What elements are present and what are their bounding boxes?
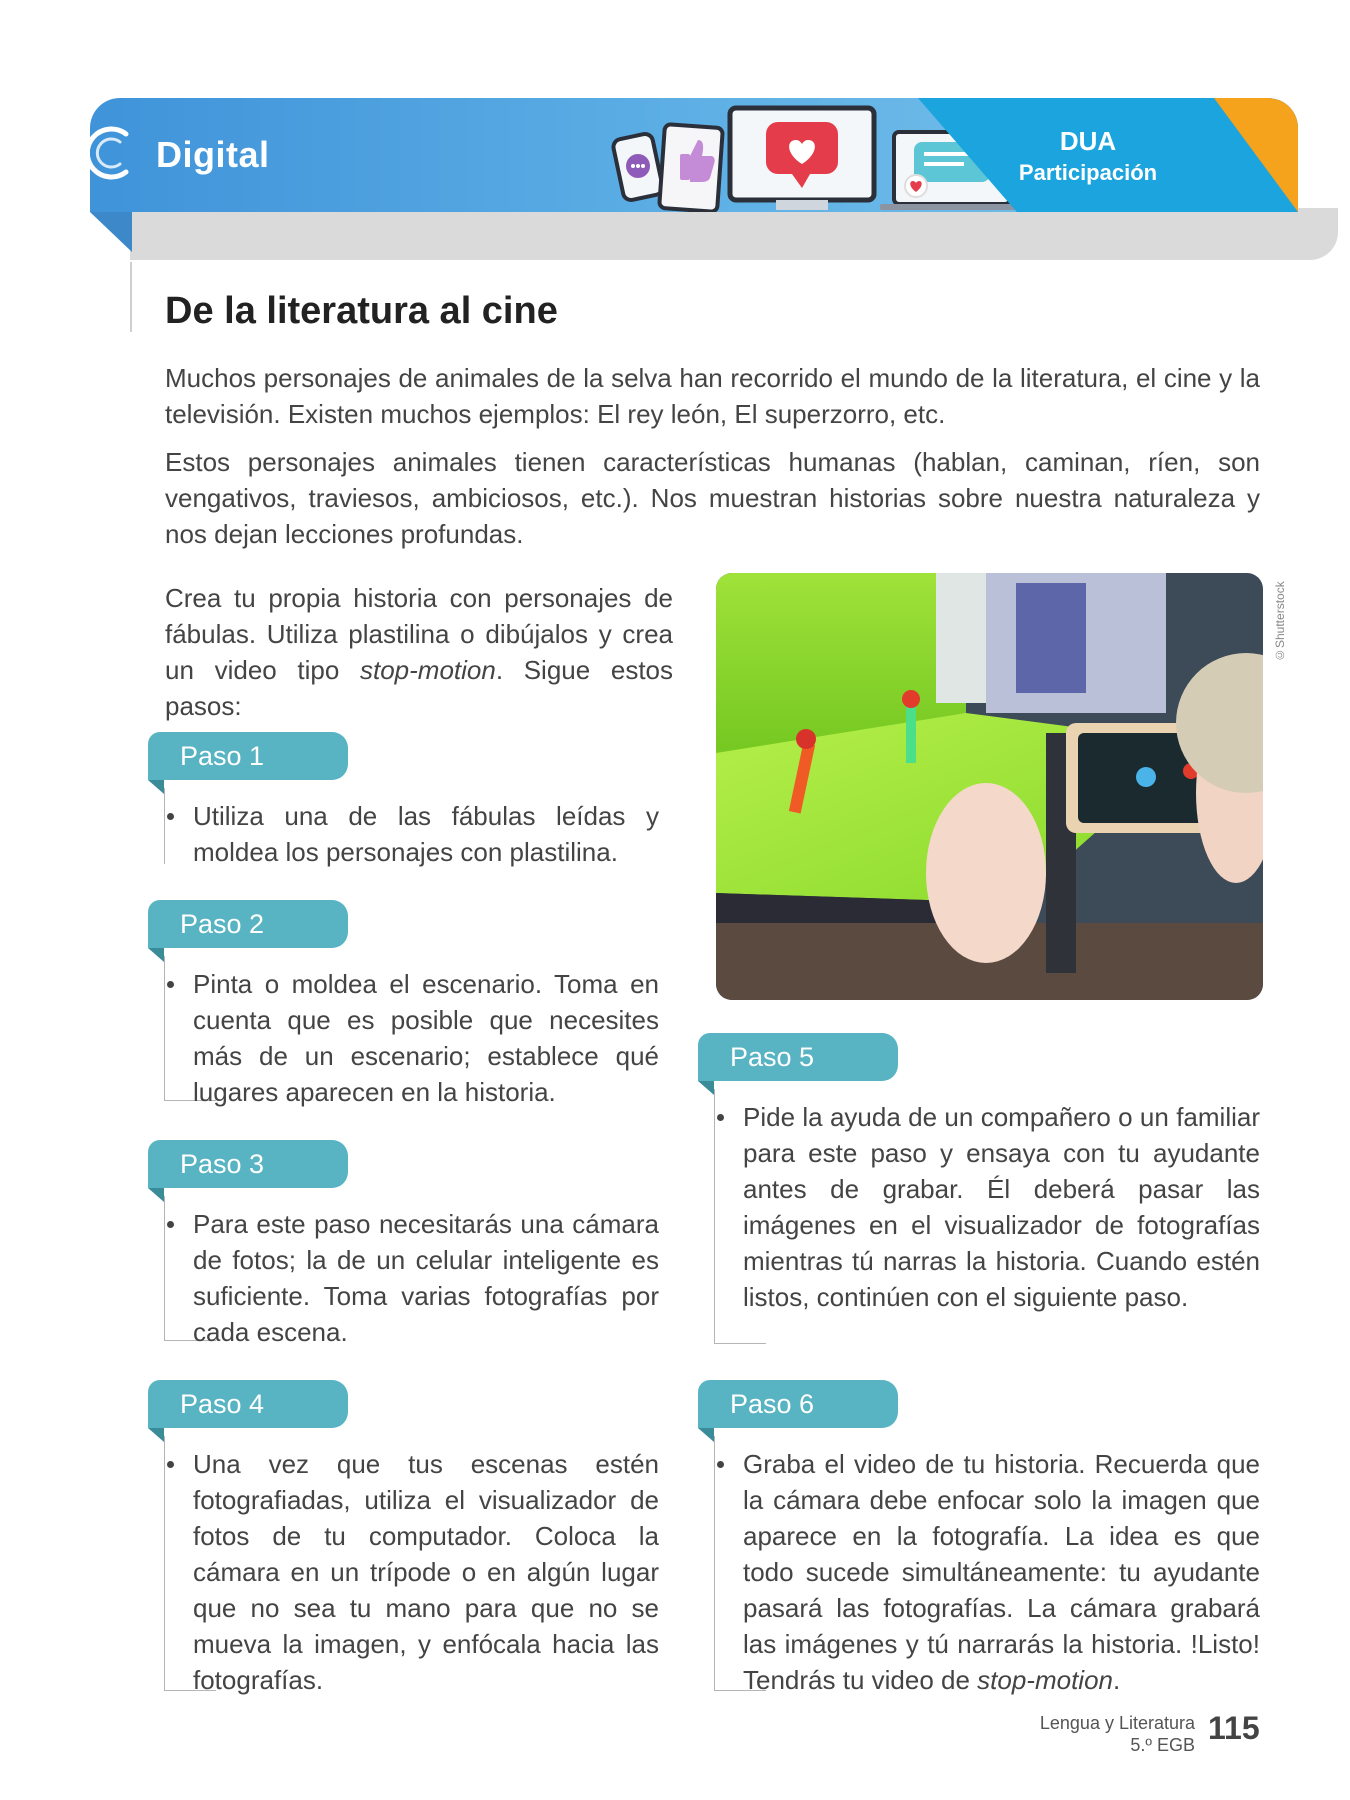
photo-credit: ©Shutterstock: [1273, 581, 1287, 662]
step-fold: [148, 1428, 164, 1442]
footer-grade: 5.º EGB: [1130, 1735, 1195, 1755]
intro-emphasis: stop-motion: [359, 655, 496, 685]
bullet: [717, 1461, 724, 1468]
header-fold: [90, 212, 132, 252]
step-6: [698, 1380, 1268, 1700]
step-5-text-content: Pide la ayuda de un compañero o un familiar para este paso y ensaya con tu ayudante antes de grabar. Él deberá pasar las imágenes en el visualizador de fotografías mientras tú narras la historia. Cuando estén listos, continúen con el siguiente paso.: [743, 1102, 1260, 1312]
bullet: [717, 1114, 724, 1121]
dua-title: DUA: [1059, 126, 1117, 156]
step-5-text: [743, 1099, 1260, 1315]
step-fold: [148, 948, 164, 962]
heart-icon: [730, 108, 874, 210]
logo-c-icon: [90, 122, 132, 184]
step-6-label: Paso 6: [698, 1380, 898, 1428]
paragraph-1: Muchos personajes de animales de la selva han recorrido el mundo de la literatura, el cine y la televisión. Existen muchos ejemplos: El rey león, El superzorro, etc.: [165, 363, 1260, 429]
step-3: [148, 1140, 678, 1350]
step-side-line: [164, 1196, 165, 1340]
header-banner: [90, 98, 1290, 262]
step-2-text-content: Pinta o moldea el escenario. Toma en cuenta que es posible que necesites más de un escenario; establece qué lugares aparecen en la historia.: [193, 969, 659, 1107]
step-6-emphasis: stop-motion: [977, 1665, 1113, 1695]
intro-text-part1: Crea tu propia historia con personajes de fábulas. Utiliza plastilina o dibújalos y crea un video tipo: [165, 583, 673, 685]
stop-motion-photo: [716, 573, 1263, 1000]
dua-subtitle: Participación: [1018, 160, 1158, 185]
step-4-text: [193, 1446, 659, 1698]
step-3-text: [193, 1206, 659, 1350]
step-4-text-content: Una vez que tus escenas estén fotografiadas, utiliza el visualizador de fotos de tu computador. Coloca la cámara en un trípode o en algún lugar que no sea tu mano para que no se mueva la imagen, y enfócala hacia las fotografías.: [193, 1449, 659, 1695]
step-5: [698, 1033, 1268, 1343]
step-fold: [698, 1081, 714, 1095]
step-1: [148, 732, 678, 872]
thumbs-up-icon: [659, 124, 723, 212]
step-2-label: Paso 2: [148, 900, 348, 948]
header-blue-band: [90, 98, 1298, 212]
step-1-text-content: Utiliza una de las fábulas leídas y moldea los personajes con plastilina.: [193, 801, 659, 867]
step-3-label: Paso 3: [148, 1140, 348, 1188]
step-6-text-content: Graba el video de tu historia. Recuerda que la cámara debe enfocar solo la imagen que aparece en la fotografía. La idea es que todo sucede simultáneamente: tu ayudante pasará las fotografías. La cámara grabará las imágenes y tú narrarás la historia. !Listo! Tendrás tu video de: [743, 1449, 1260, 1695]
page-title: De la literatura al cine: [165, 290, 558, 332]
step-2: [148, 900, 678, 1110]
step-5-label: Paso 5: [698, 1033, 898, 1081]
chat-bubble-icon: [612, 133, 664, 202]
paragraph-2: Estos personajes animales tienen características humanas (hablan, caminan, ríen, son vengativos, traviesos, ambiciosos, etc.). Nos muestran historias sobre nuestra naturaleza y nos dejan lecciones profundas.: [165, 447, 1260, 549]
step-fold: [698, 1428, 714, 1442]
page-number: 115: [1208, 1710, 1260, 1746]
step-side-line: [714, 1436, 715, 1690]
bullet: [167, 1461, 174, 1468]
bullet: [167, 1221, 174, 1228]
step-3-text-content: Para este paso necesitarás una cámara de fotos; la de un celular inteligente es suficiente. Toma varias fotografías por cada escena.: [193, 1209, 659, 1347]
footer-subject: Lengua y Literatura: [1039, 1713, 1195, 1733]
step-side-line: [164, 956, 165, 1100]
step-side-line: [164, 788, 165, 864]
step-4-label: Paso 4: [148, 1380, 348, 1428]
step-fold: [148, 1188, 164, 1202]
step-1-text: [193, 798, 659, 870]
step-1-label: Paso 1: [148, 732, 348, 780]
intro-text: [165, 580, 673, 724]
intro-text-part2: . Sigue estos pasos:: [165, 655, 674, 721]
section-label: Digital: [156, 134, 270, 175]
header-grey-band: [130, 208, 1338, 260]
step-2-text: [193, 966, 659, 1110]
left-rule: [130, 262, 132, 332]
step-6-text-tail: .: [1113, 1665, 1121, 1695]
step-side-line: [714, 1089, 715, 1343]
step-fold: [148, 780, 164, 794]
step-bottom-line: [714, 1343, 766, 1344]
step-4: [148, 1380, 678, 1700]
step-side-line: [164, 1436, 165, 1690]
bullet: [167, 981, 174, 988]
step-6-text: [743, 1446, 1260, 1698]
bullet: [167, 813, 174, 820]
